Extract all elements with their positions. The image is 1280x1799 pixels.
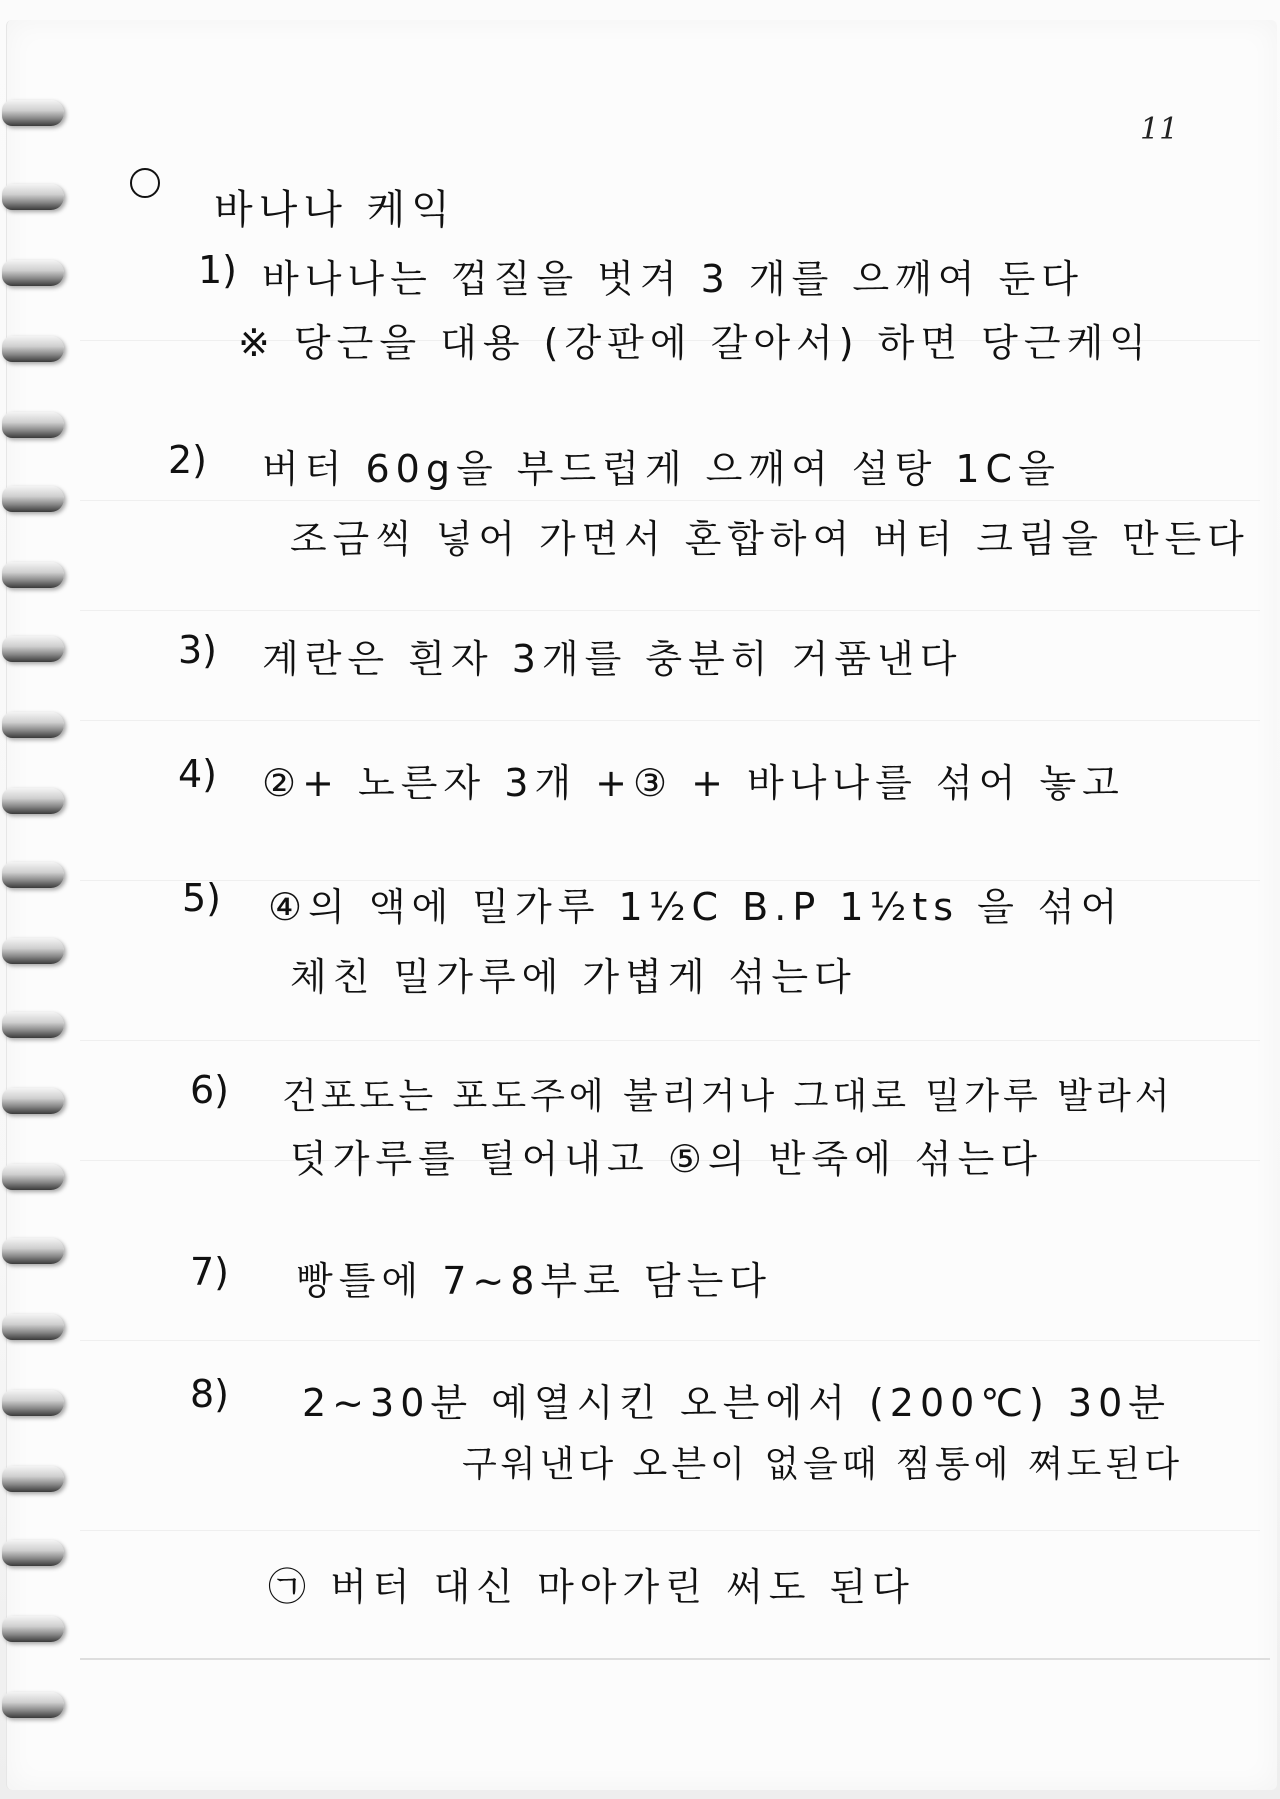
step-5-line-2: 체친 밀가루에 가볍게 섞는다 [290,955,857,999]
step-2-line-1: 버터 60g을 부드럽게 으깨여 설탕 1C을 [262,447,1061,491]
binding-ring [2,1540,64,1566]
step-number: 2) [168,438,208,482]
binding-ring [2,1088,64,1114]
step-6-line-1: 건포도는 포도주에 불리거나 그대로 밀가루 발라서 [282,1076,1174,1117]
recipe-title: 바나나 케익 [214,187,456,233]
binding-ring [2,486,64,512]
ruled-line [80,500,1260,501]
binding-ring [2,1012,64,1038]
title-bullet-icon [130,168,160,198]
step-5-line-1: ④의 액에 밀가루 1½C B.P 1½ts 을 섞어 [268,885,1124,929]
binding-ring [2,1692,64,1718]
step-1-line-2: ※ 당근을 대용 (강판에 갈아서) 하면 당근케익 [238,321,1153,365]
binding-ring [2,938,64,964]
step-number: 1) [198,248,238,292]
step-2-line-2: 조금씩 넣어 가면서 혼합하여 버터 크림을 만든다 [290,517,1250,561]
step-number: 7) [190,1250,230,1294]
binding-ring [2,184,64,210]
binding-ring [2,100,64,126]
note-line: ㉠ 버터 대신 마아가린 써도 된다 [268,1565,915,1609]
step-number: 5) [182,876,222,920]
binding-ring [2,1466,64,1492]
binding-ring [2,1314,64,1340]
binding-ring [2,412,64,438]
step-number: 6) [190,1068,230,1112]
binding-ring [2,1238,64,1264]
step-number: 4) [178,752,218,796]
binding-ring [2,1164,64,1190]
ruled-line [80,1040,1260,1041]
step-6-line-2: 덧가루를 털어내고 ⑤의 반죽에 섞는다 [290,1137,1044,1181]
binding-ring [2,636,64,662]
spiral-binding [0,100,90,1780]
binding-ring [2,336,64,362]
binding-ring [2,562,64,588]
ruled-line [80,1530,1260,1531]
ruled-line [80,720,1260,721]
binding-ring [2,862,64,888]
binding-ring [2,1616,64,1642]
page-number: 11 [1140,112,1179,147]
step-3-line-1: 계란은 흰자 3개를 충분히 거품낸다 [262,637,963,681]
binding-ring [2,712,64,738]
ruled-line [80,610,1260,611]
ruled-line [80,1340,1260,1341]
step-8-line-1: 2~30분 예열시킨 오븐에서 (200℃) 30분 [302,1381,1171,1425]
binding-ring [2,1390,64,1416]
step-number: 8) [190,1372,230,1416]
step-4-line-1: ②+ 노른자 3개 +③ + 바나나를 섞어 놓고 [262,761,1125,805]
bottom-rule [80,1658,1270,1660]
binding-ring [2,260,64,286]
step-7-line-1: 빵틀에 7~8부로 담는다 [296,1259,773,1303]
step-8-line-2: 구워낸다 오븐이 없을때 찜통에 쪄도된다 [462,1444,1183,1485]
step-number: 3) [178,628,218,672]
step-1-line-1: 바나나는 껍질을 벗겨 3 개를 으깨여 둔다 [262,257,1084,301]
binding-ring [2,788,64,814]
